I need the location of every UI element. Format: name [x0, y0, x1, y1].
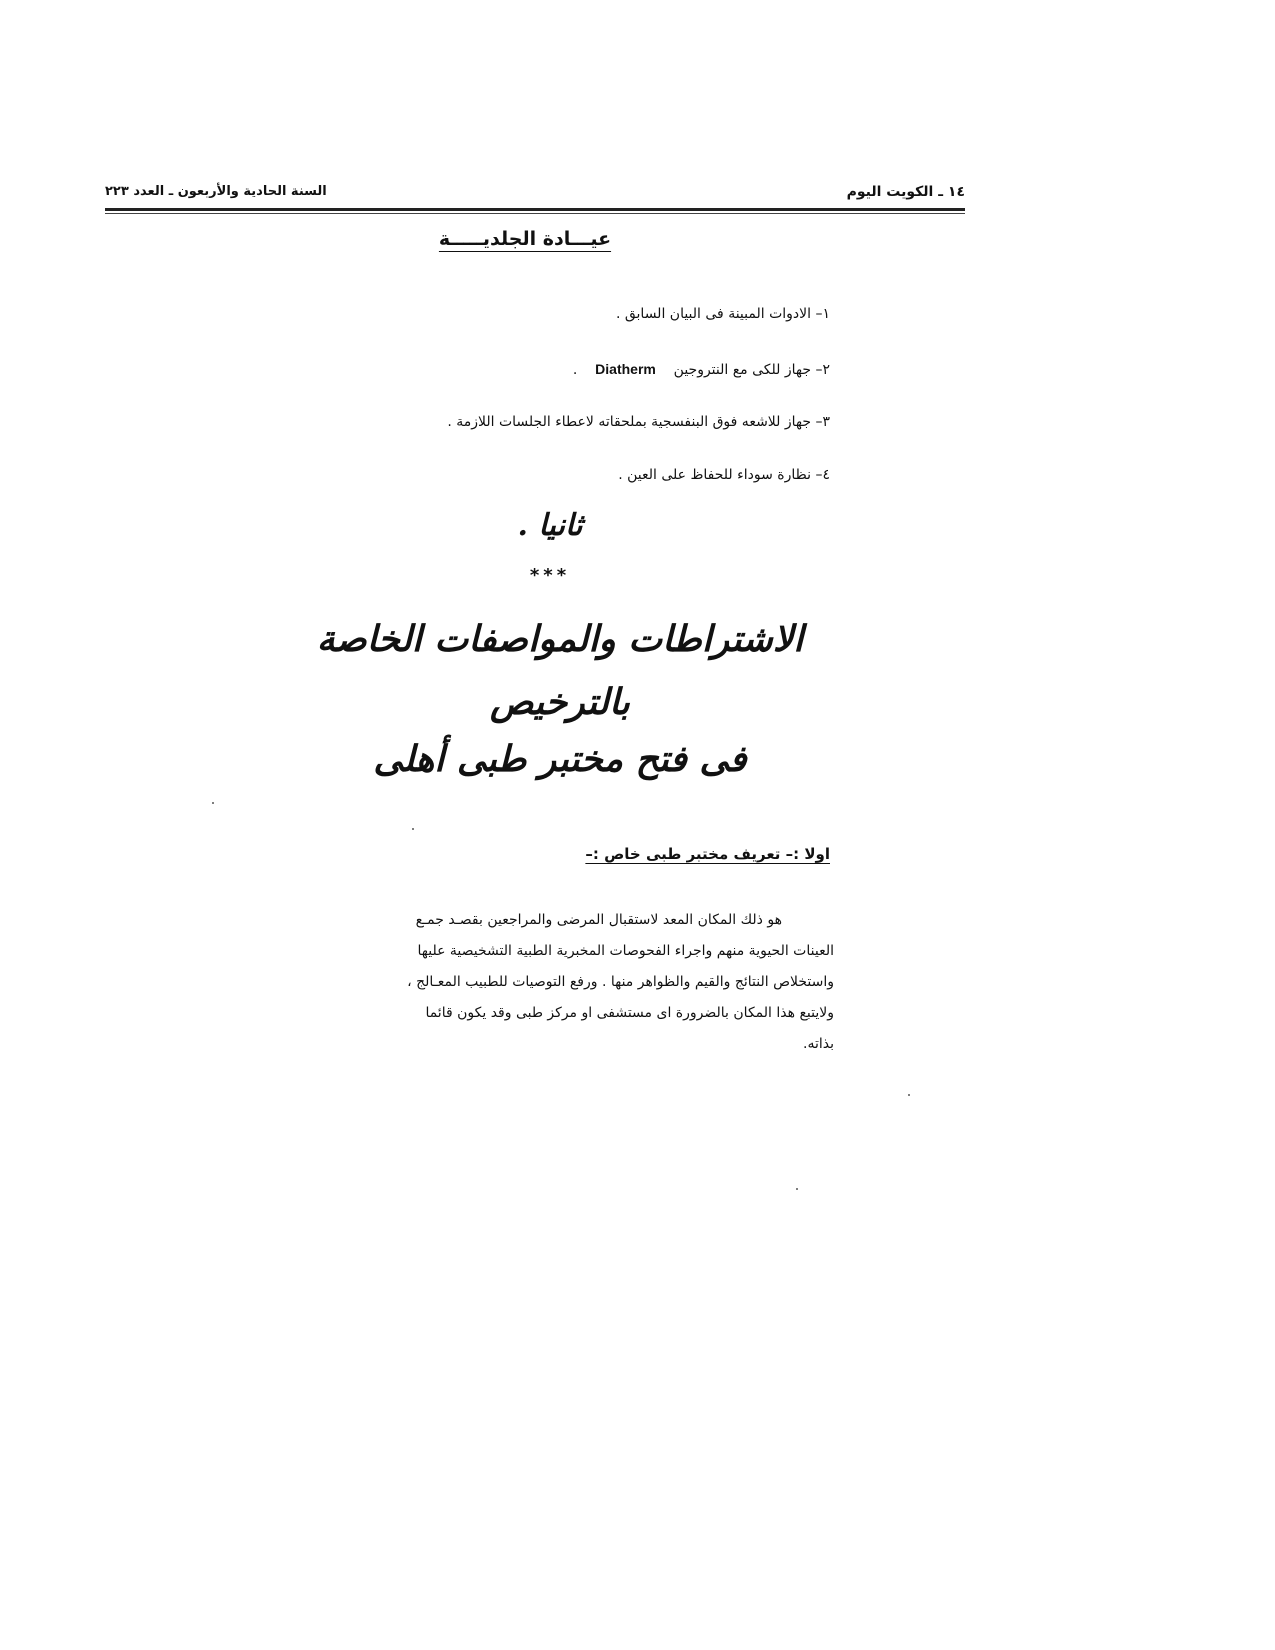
- second-marker: ثانيا .: [517, 508, 583, 543]
- definition-paragraph: [222, 905, 834, 1060]
- list-item: [447, 414, 830, 430]
- header-rule-thin: [105, 213, 965, 214]
- list-item-text: ٤– نظارة سوداء للحفاظ على العين .: [618, 467, 830, 483]
- page-header: [105, 184, 965, 204]
- list-item-text: ١– الادوات المبينة فى البيان السابق .: [615, 306, 830, 322]
- paragraph-line: واستخلاص النتائج والقيم والظواهر منها . ورفع التوصيات للطبيب المعـالج ،: [407, 974, 834, 990]
- scan-speck: [412, 828, 414, 830]
- list-item-latin-term: Diatherm: [595, 361, 656, 377]
- scan-speck: [796, 1188, 798, 1190]
- list-item: [616, 306, 830, 322]
- main-heading-line-3: فى فتح مختبر طبى أهلى: [373, 738, 747, 780]
- header-rule: [105, 208, 965, 211]
- list-item-text: ٢– جهاز للكى مع النتروجين: [673, 362, 830, 378]
- section-title-text: عيـــادة الجلديـــــة: [438, 228, 612, 250]
- stars-divider: ***: [529, 565, 571, 586]
- scan-speck: [908, 1094, 910, 1096]
- paragraph-line: هو ذلك المكان المعد لاستقبال المرضى والمراجعين بقصـد جمـع: [415, 912, 782, 928]
- header-issue-label: السنة الحادية والأربعون ـ العدد ٢٢٣: [105, 184, 327, 199]
- list-item-suffix: .: [572, 362, 578, 378]
- paragraph-line: بذاته.: [803, 1036, 834, 1052]
- list-item: [573, 361, 830, 378]
- main-heading-line-2: بالترخيص: [490, 681, 630, 723]
- list-item-text: ٣– جهاز للاشعه فوق البنفسجية بملحقاته لاعطاء الجلسات اللازمة .: [447, 414, 830, 430]
- subheading: اولا :– تعريف مختبر طبى خاص :–: [585, 845, 830, 863]
- scan-speck: [212, 802, 214, 804]
- paragraph-line: ولايتبع هذا المكان بالضرورة اى مستشفى او مركز طبى وقد يكون قائما: [425, 1005, 834, 1021]
- header-page-label: ١٤ ـ الكويت اليوم: [846, 184, 965, 200]
- section-title: [300, 228, 750, 250]
- list-item: [618, 467, 830, 483]
- paragraph-line: العينات الحيوية منهم واجراء الفحوصات المخبرية الطبية التشخيصية عليها: [417, 943, 834, 959]
- main-heading-line-1: الاشتراطات والمواصفات الخاصة: [316, 618, 804, 660]
